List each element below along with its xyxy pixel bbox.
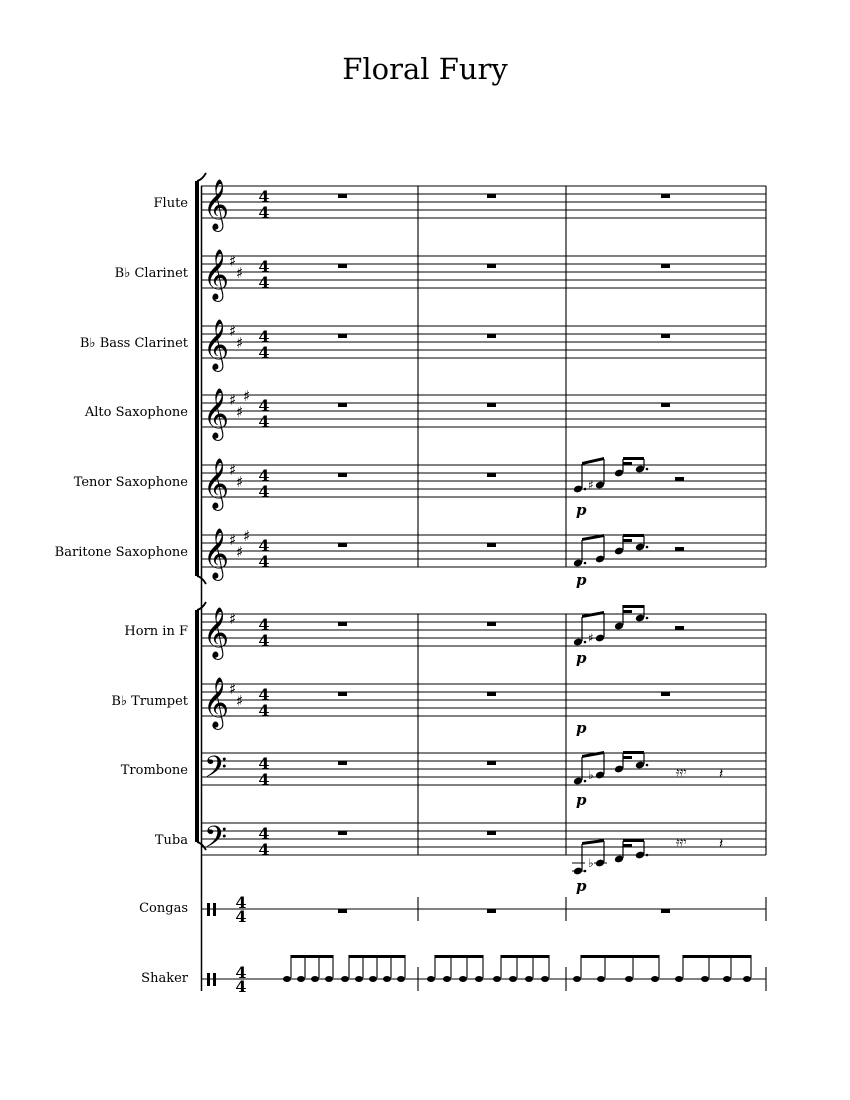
instrument-label-tenor-sax: Tenor Saxophone [73, 475, 188, 490]
instrument-label-horn: Horn in F [124, 624, 188, 639]
svg-text:♯: ♯ [243, 527, 251, 545]
svg-text:4: 4 [258, 615, 270, 634]
svg-text:4: 4 [258, 203, 270, 222]
instrument-label-congas: Congas [139, 901, 188, 916]
svg-text:𝄞: 𝄞 [203, 677, 230, 728]
svg-text:p: p [576, 571, 587, 589]
svg-text:𝄽: 𝄽 [719, 836, 724, 852]
measure3-figures [572, 457, 723, 895]
svg-text:♯: ♯ [588, 478, 594, 492]
svg-text:♯: ♯ [229, 322, 237, 340]
instrument-label-trombone: Trombone [120, 763, 188, 778]
svg-text:𝄞: 𝄞 [203, 607, 230, 658]
svg-text:♯: ♯ [229, 391, 237, 409]
shaker-notes [283, 955, 751, 982]
instrument-label-tuba: Tuba [154, 833, 188, 848]
svg-text:4: 4 [258, 824, 270, 843]
time-signatures [235, 187, 269, 996]
svg-text:♯: ♯ [243, 387, 251, 405]
svg-text:4: 4 [235, 893, 247, 912]
svg-text:4: 4 [258, 685, 270, 704]
svg-text:4: 4 [258, 840, 270, 859]
svg-text:𝄿𝄿𝄾: 𝄿𝄿𝄾 [676, 765, 687, 779]
svg-text:4: 4 [258, 412, 270, 431]
tuba-figure [572, 835, 723, 895]
svg-text:♭: ♭ [588, 856, 594, 870]
svg-text:4: 4 [258, 770, 270, 789]
svg-text:♯: ♯ [236, 334, 244, 352]
svg-text:4: 4 [258, 482, 270, 501]
svg-text:4: 4 [258, 754, 270, 773]
svg-text:4: 4 [258, 552, 270, 571]
svg-text:4: 4 [258, 257, 270, 276]
svg-text:𝄞: 𝄞 [203, 458, 230, 509]
svg-text:4: 4 [258, 187, 270, 206]
instrument-label-bass-clarinet: B♭ Bass Clarinet [79, 336, 188, 351]
svg-text:p: p [576, 877, 587, 895]
svg-text:♯: ♯ [236, 264, 244, 282]
svg-text:♯: ♯ [229, 461, 237, 479]
svg-text:4: 4 [258, 701, 270, 720]
svg-text:♭: ♭ [588, 768, 594, 782]
svg-text:♯: ♯ [229, 531, 237, 549]
svg-text:4: 4 [258, 536, 270, 555]
svg-text:4: 4 [235, 963, 247, 982]
svg-text:4: 4 [258, 343, 270, 362]
svg-text:♯: ♯ [229, 680, 237, 698]
svg-text:♯: ♯ [229, 610, 237, 628]
svg-text:𝄿𝄿𝄾: 𝄿𝄿𝄾 [676, 835, 687, 849]
svg-text:𝄽: 𝄽 [719, 766, 724, 782]
svg-text:𝄞: 𝄞 [203, 319, 230, 370]
staff-lines [201, 186, 766, 979]
instrument-label-clarinet: B♭ Clarinet [114, 266, 188, 281]
whole-rests [338, 194, 684, 913]
clefs [203, 179, 229, 986]
score-title: Floral Fury [342, 52, 508, 86]
instrument-label-bari-sax: Baritone Saxophone [54, 545, 188, 560]
svg-text:4: 4 [235, 907, 247, 926]
svg-text:4: 4 [258, 327, 270, 346]
svg-text:4: 4 [258, 396, 270, 415]
svg-text:𝄞: 𝄞 [203, 528, 230, 579]
bari-figure [572, 534, 648, 589]
svg-text:♯: ♯ [236, 692, 244, 710]
svg-text:𝄢: 𝄢 [204, 751, 228, 792]
instrument-label-alto-sax: Alto Saxophone [84, 405, 188, 420]
svg-text:♯: ♯ [229, 252, 237, 270]
svg-text:𝄞: 𝄞 [203, 179, 230, 230]
svg-text:♯: ♯ [236, 543, 244, 561]
svg-text:4: 4 [258, 273, 270, 292]
barlines [418, 186, 766, 991]
instrument-label-flute: Flute [153, 196, 188, 211]
svg-text:𝄞: 𝄞 [203, 388, 230, 439]
instrument-label-shaker: Shaker [141, 971, 188, 986]
trumpet-dynamic: p [576, 719, 587, 737]
svg-text:4: 4 [258, 631, 270, 650]
svg-text:4: 4 [258, 466, 270, 485]
tenor-figure [573, 457, 648, 519]
svg-text:𝄢: 𝄢 [204, 821, 228, 862]
svg-text:p: p [576, 501, 587, 519]
svg-text:♯: ♯ [236, 473, 244, 491]
svg-text:♯: ♯ [236, 403, 244, 421]
svg-text:p: p [576, 791, 587, 809]
svg-text:4: 4 [235, 977, 247, 996]
trombone-figure [573, 751, 723, 809]
svg-text:♯: ♯ [588, 631, 594, 645]
instrument-label-trumpet: B♭ Trumpet [111, 694, 188, 709]
svg-text:p: p [576, 649, 587, 667]
svg-text:𝄞: 𝄞 [203, 249, 230, 300]
